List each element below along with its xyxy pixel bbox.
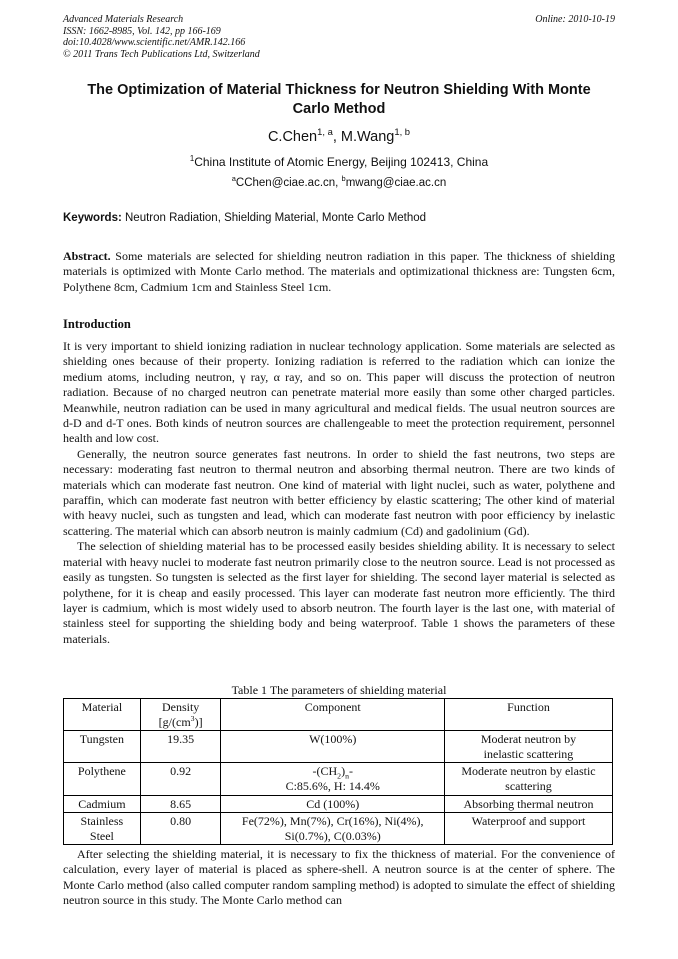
cell-function: [444, 763, 612, 795]
abstract-text: Some materials are selected for shielding neutron radiation in this paper. The thickness of shielding materials is optimized with Monte Carlo method. The materials and optimizational thickness are: Tungsten 6cm, Polythene 8cm, Cadmium 1cm and Stainless Steel 1cm.: [63, 249, 615, 294]
cell-component-line-2: C:85.6%, H: 14.4%: [285, 778, 380, 793]
formula-subscript-n: n: [345, 771, 349, 781]
cell-function-line-1: Moderate neutron by elastic: [461, 764, 596, 779]
keywords-text: Neutron Radiation, Shielding Material, Monte Carlo Method: [121, 212, 427, 224]
cell-component-line-2: Si(0.7%), C(0.03%): [284, 828, 381, 843]
cell-component: W(100%): [221, 731, 445, 763]
copyright-line: © 2011 Trans Tech Publications Ltd, Switzerland: [63, 48, 260, 60]
journal-name: Advanced Materials Research: [63, 14, 184, 25]
author-1-affil-mark: 1, a: [317, 126, 333, 138]
email-a[interactable]: CChen@ciae.ac.cn: [235, 177, 336, 189]
intro-paragraph-3: The selection of shielding material has to be processed easily besides shielding ability. It is necessary to select material with heavy nuclei to moderate fast neutron primarily close to the neutron source. Lead is not processed as easily as tungsten. So tungsten is selected as the first layer for shielding. The second layer material is selected as polythene, for it is cheap and easily processed. This layer can moderate fast neutron more efficiently. The third layer is cadmium, which is most widely used to absorb neutron. The fourth layer is the last one, with material of stainless steel for supporting the shielding body and being waterproof. Table 1 shows the parameters of these materials.: [63, 539, 615, 646]
affiliation: [63, 155, 615, 169]
abstract: [63, 249, 615, 295]
author-list: [63, 126, 615, 145]
cell-density: 8.65: [140, 795, 221, 813]
online-date: Online: 2010-10-19: [535, 14, 615, 25]
cell-density: 0.92: [140, 763, 221, 795]
cell-component: [221, 763, 445, 795]
formula-part-1: -(CH: [312, 764, 338, 779]
cell-function: Waterproof and support: [444, 813, 612, 845]
cell-function-line-2: inelastic scattering: [483, 746, 574, 761]
header-material: Material: [64, 699, 141, 731]
affiliation-text: China Institute of Atomic Energy, Beijing 102413, China: [194, 155, 489, 169]
cell-function: [444, 731, 612, 763]
issn-line: ISSN: 1662-8985, Vol. 142, pp 166-169: [63, 25, 221, 37]
cell-material-line-2: Steel: [89, 828, 114, 843]
email-a-mark: a: [231, 174, 236, 184]
cell-function-line-2: scattering: [505, 778, 552, 793]
cell-material: [64, 813, 141, 845]
cell-material: Polythene: [64, 763, 141, 795]
table-header-row: [64, 699, 613, 731]
journal-header: [63, 14, 615, 60]
cell-component: [221, 813, 445, 845]
intro-paragraph-1: It is very important to shield ionizing radiation in nuclear technology application. Some materials are selected as shielding ones because of their property. Ionizing radiation is referred to the radiation which can ionize the medium atoms, including neutron, γ ray, α ray, and so on. This paper will discuss the protection of neutron radiation. Because of no charged neutron can penetrate material more easily than some other charged particles. Meanwhile, neutron radiation can be used in many agricultural and medical fields. The usual neutron sources are d-D and d-T ones. Both kinds of neutron sources are challengeable to meet the protection requirement, personnel health and low cost.: [63, 339, 615, 446]
post-table-body: [63, 847, 615, 909]
table-row: [64, 813, 613, 845]
intro-paragraph-2: Generally, the neutron source generates fast neutrons. In order to shield the fast neutrons, two steps are necessary: moderating fast neutron to thermal neutron and absorbing thermal neutron. There are two kinds of materials which can moderate fast neutron. One kind of material with light nuclei, such as water, polythene and paraffin, which can moderate fast neutron with better efficiency by elastic scattering; The other kind of material with heavy nuclei, such as tungsten and lead, which can moderate fast neutron with poor efficiency by inelastic scattering. The material which can absorb neutron is mainly cadmium (Cd) and gadolinium (Gd).: [63, 446, 615, 538]
author-separator: ,: [332, 129, 341, 145]
post-table-paragraph-1: After selecting the shielding material, it is necessary to fix the thickness of material. For the convenience of calculation, every layer of material is placed as sphere-shell. A neutron source is at the center of sphere. The Monte Carlo method (also called computer random sampling method) is adopted to simulate the effect of shielding neutron source in this study. The Monte Carlo method can: [63, 847, 615, 908]
author-2: M.Wang: [340, 129, 395, 145]
cell-function: Absorbing thermal neutron: [444, 795, 612, 813]
cell-material: Cadmium: [64, 795, 141, 813]
author-emails: [63, 174, 615, 189]
introduction-body: [63, 339, 615, 647]
email-separator: ,: [335, 177, 342, 189]
doi-line: doi:10.4028/www.scientific.net/AMR.142.166: [63, 37, 246, 49]
paper-title: [63, 81, 615, 119]
keywords: [63, 212, 615, 224]
author-1: C.Chen: [267, 129, 318, 145]
header-density-unit-close: )]: [194, 714, 203, 729]
cell-function-line-1: Moderat neutron by: [480, 732, 577, 747]
table-row: [64, 795, 613, 813]
cell-component: Cd (100%): [221, 795, 445, 813]
cell-density: 0.80: [140, 813, 221, 845]
header-component: Component: [221, 699, 445, 731]
cell-material: Tungsten: [64, 731, 141, 763]
cell-density: 19.35: [140, 731, 221, 763]
header-density-label: Density: [161, 700, 200, 714]
formula-subscript-2: 2: [337, 771, 342, 781]
table-row: [64, 731, 613, 763]
email-b[interactable]: mwang@ciae.ac.cn: [345, 177, 447, 189]
email-b-mark: b: [341, 174, 346, 184]
title-line-1: The Optimization of Material Thickness for Neutron Shielding With Monte: [87, 82, 591, 98]
affiliation-mark: 1: [189, 154, 195, 163]
formula-part-3: -: [348, 764, 353, 779]
formula-part-2: ): [341, 764, 346, 779]
header-function: Function: [444, 699, 612, 731]
cell-component-line-1: Fe(72%), Mn(7%), Cr(16%), Ni(4%),: [241, 814, 424, 829]
section-heading-introduction: Introduction: [63, 317, 131, 331]
header-density-unit-exponent: 3: [190, 713, 195, 723]
header-density: [140, 699, 221, 731]
title-line-2: Carlo Method: [292, 101, 386, 117]
header-density-unit: [g/(cm: [158, 714, 191, 729]
keywords-label: Keywords:: [63, 212, 122, 224]
table-caption: Table 1 The parameters of shielding material: [231, 683, 447, 697]
parameters-table: [63, 698, 613, 845]
table-row: [64, 763, 613, 795]
cell-material-line-1: Stainless: [80, 814, 124, 829]
abstract-label: Abstract.: [63, 249, 111, 263]
author-2-affil-mark: 1, b: [394, 126, 411, 138]
